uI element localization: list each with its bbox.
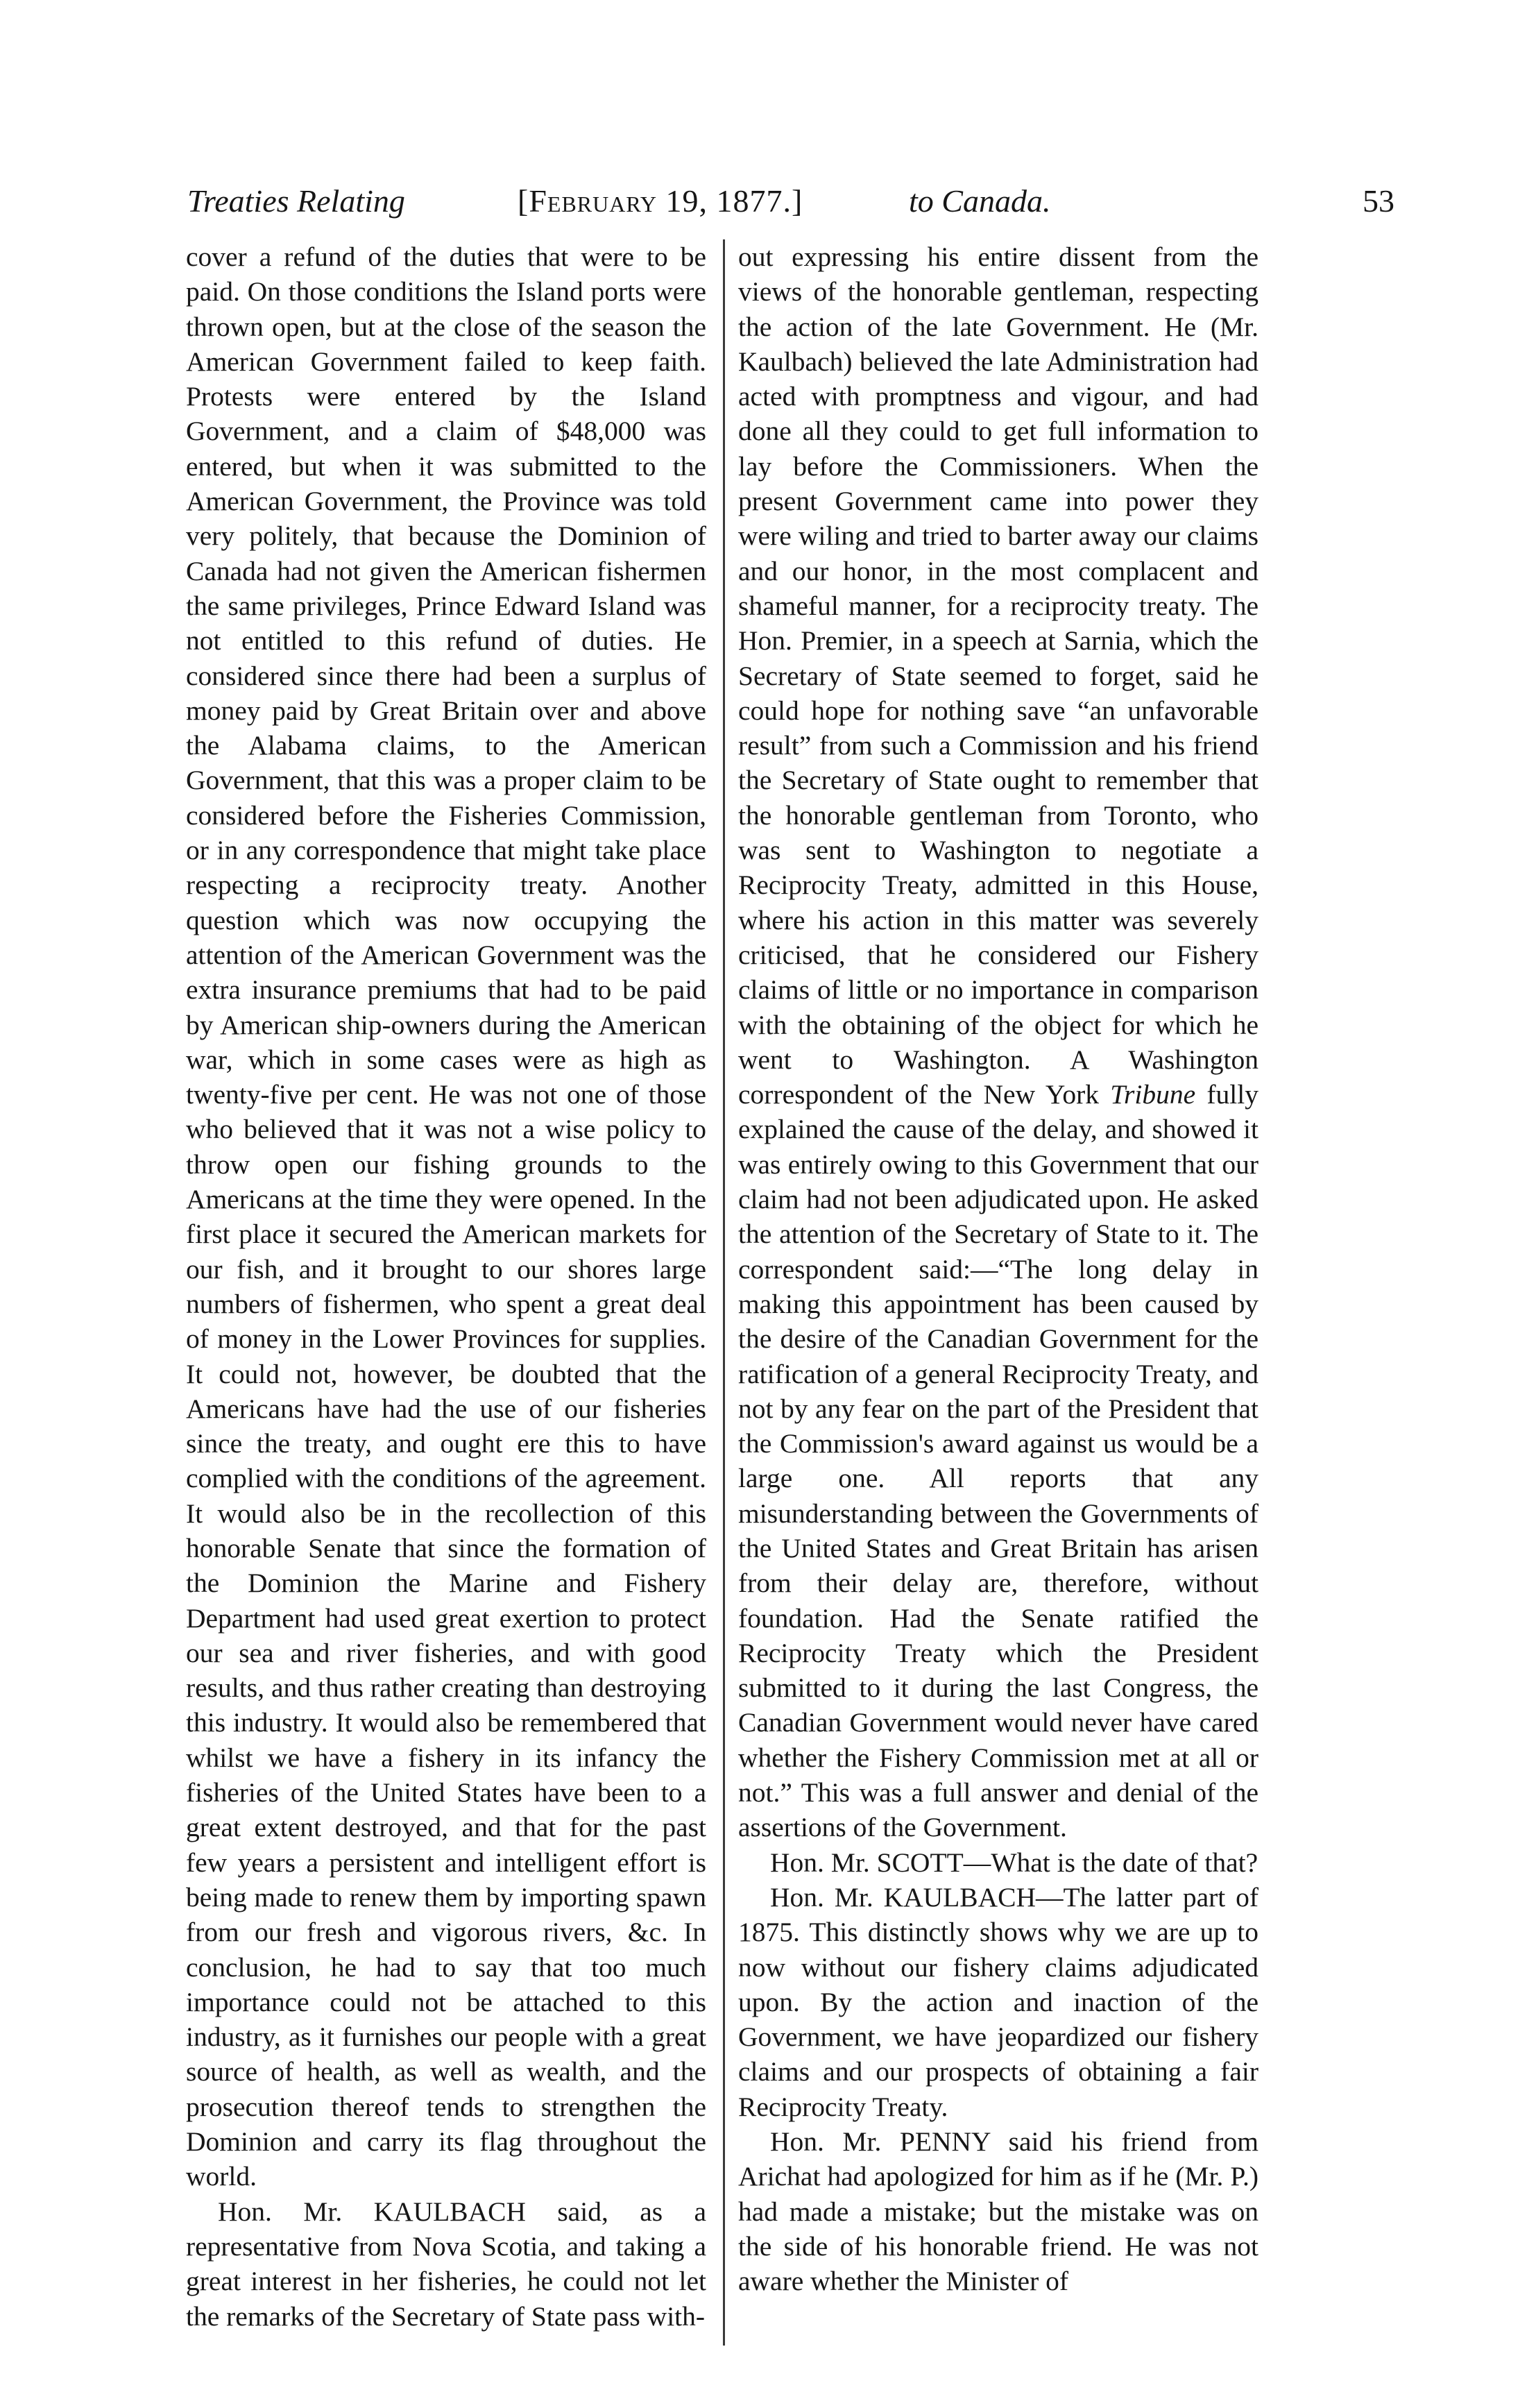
running-head-left-title: Treaties Relating — [187, 183, 405, 219]
paragraph-text-continued: fully explained the cause of the delay, and showed it was entirely owing to this Government that our claim had not been adjudicated upon. He asked the attention of the Secretary of State to it. The correspondent said:—“The long delay in making this appointment has been caused by the desire of the Canadian Government for the ratification of a general Reciprocity Treaty, and not by any fear on the part of the President that the Commission's award against us would be a large one. All reports that any misunderstanding between the Governments of the United States and Great Britain has arisen from their delay are, therefore, without foundation. Had the Senate ratified the Reciprocity Treaty which the President submitted to it during the last Congress, the Canadian Government would never have cared whether the Fishery Commission met at all or not.” This was a full answer and denial of the assertions of the Government. — [738, 1079, 1258, 1843]
paragraph: Hon. Mr. SCOTT—What is the date of that? — [770, 1847, 1258, 1878]
left-column — [186, 239, 706, 2334]
running-head-right-title: to Canada. — [909, 183, 1051, 219]
column-divider — [723, 239, 725, 2346]
page-number: 53 — [1363, 183, 1394, 219]
right-column — [738, 239, 1258, 2299]
running-head — [187, 177, 1394, 226]
running-head-date: [February 19, 1877.] — [518, 183, 803, 219]
paragraph: Hon. Mr. PENNY said his friend from Arichat had apologized for him as if he (Mr. P.) had made a mistake; but the mistake was on the side of his honorable friend. He was not aware whether the Minister of — [738, 2126, 1258, 2297]
paragraph: cover a refund of the duties that were to be paid. On those conditions the Island ports were thrown open, but at the close of the season the American Government failed to keep faith. Protests were entered by the Island Government, and a claim of $48,000 was entered, but when it was submitted to the American Government, the Province was told very politely, that because the Dominion of Canada had not given the American fishermen the same privileges, Prince Edward Island was not entitled to this refund of duties. He considered since there had been a surplus of money paid by Great Britain over and above the Alabama claims, to the American Government, that this was a proper claim to be considered before the Fisheries Commission, or in any correspondence that might take place respecting a reciprocity treaty. Another question which was now occupying the attention of the American Government was the extra insurance premiums that had to be paid by American ship-owners during the American war, which in some cases were as high as twenty-five per cent. He was not one of those who believed that it was not a wise policy to throw open our fishing grounds to the Americans at the time they were opened. In the first place it secured the American markets for our fish, and it brought to our shores large numbers of fishermen, who spent a great deal of money in the Lower Provinces for supplies. It could not, however, be doubted that the Americans have had the use of our fisheries since the treaty, and ought ere this to have complied with the conditions of the agreement. It would also be in the recollection of this honorable Senate that since the formation of the Dominion the Marine and Fishery Department had used great exertion to protect our sea and river fisheries, and with good results, and thus rather creating than destroying this industry. It would also be remembered that whilst we have a fishery in its infancy the fisheries of the United States have been to a great extent destroyed, and that for the past few years a persistent and intelligent effort is being made to renew them by importing spawn from our fresh and vigorous rivers, &c. In conclusion, he had to say that too much importance could not be attached to this industry, as it furnishes our people with a great source of health, as well as wealth, and the prosecution thereof tends to strengthen the Dominion and carry its flag throughout the world. — [186, 241, 706, 2192]
newspaper-title: Tribune — [1110, 1079, 1196, 1110]
paragraph-text: out expressing his entire dissent from the views of the honorable gentleman, respecting the action of the late Government. He (Mr. Kaulbach) believed the late Administration had acted with promptness and vigour, and had done all they could to get full information to lay before the Commissioners. When the present Government came into power they were wiling and tried to barter away our claims and our honor, in the most complacent and shameful manner, for a reciprocity treaty. The Hon. Premier, in a speech at Sarnia, which the Secretary of State seemed to forget, said he could hope for nothing save “an unfavorable result” from such a Commission and his friend the Secretary of State ought to remember that the honorable gentleman from Toronto, who was sent to Washington to negotiate a Reciprocity Treaty, admitted in this House, where his action in this matter was severely criticised, that he considered our Fishery claims of little or no importance in comparison with the obtaining of the object for which he went to Washington. A Washington correspondent of the New York — [738, 241, 1258, 1110]
paragraph — [738, 239, 1258, 1845]
paragraph: Hon. Mr. KAULBACH—The latter part of 1875. This distinctly shows why we are up to now without our fishery claims adjudicated upon. By the action and inaction of the Government, we have jeopardized our fishery claims and our prospects of obtaining a fair Reciprocity Treaty. — [738, 1881, 1258, 2122]
paragraph: Hon. Mr. KAULBACH said, as a representative from Nova Scotia, and taking a great interest in her fisheries, he could not let the remarks of the Secretary of State pass with- — [186, 2196, 706, 2332]
